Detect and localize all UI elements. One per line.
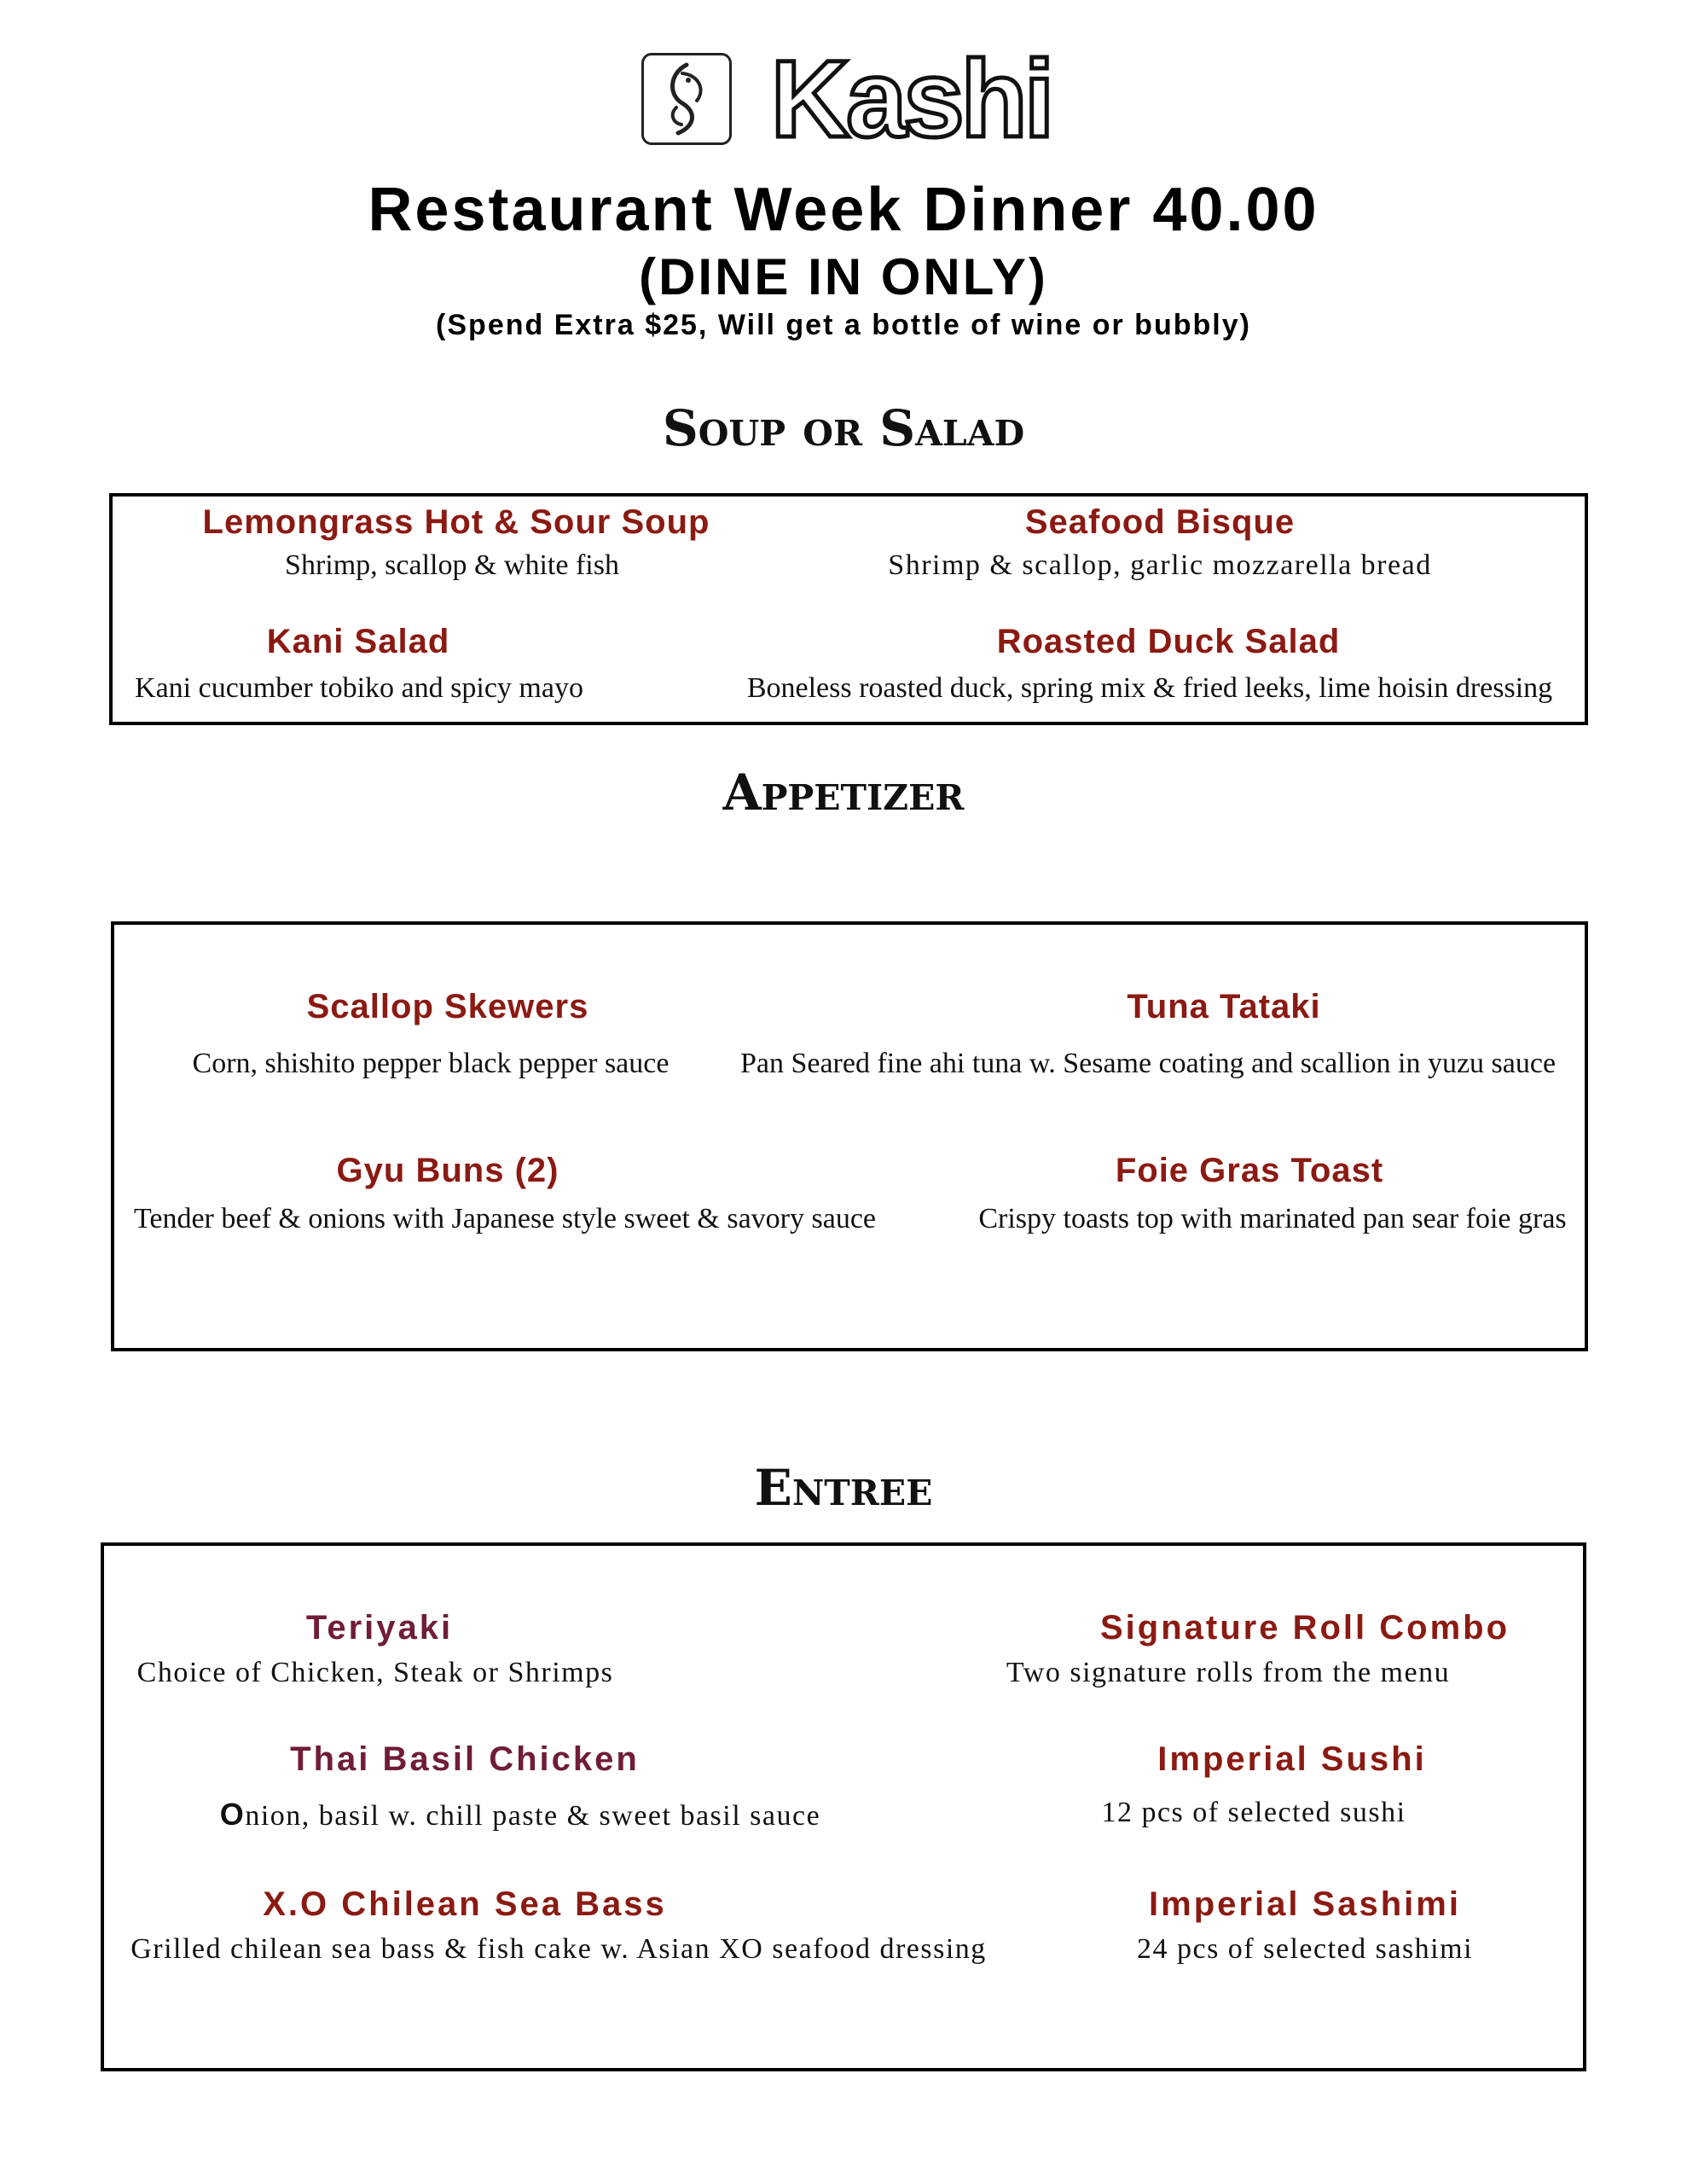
- menu-item-desc: Kani cucumber tobiko and spicy mayo: [135, 672, 583, 704]
- menu-item-name: Roasted Duck Salad: [996, 623, 1341, 660]
- menu-item-name: Imperial Sashimi: [1149, 1885, 1461, 1923]
- menu-item-name: Tuna Tataki: [1127, 988, 1321, 1025]
- menu-item-desc: Grilled chilean sea bass & fish cake w. Asian XO seafood dressing: [130, 1933, 987, 1965]
- menu-item-name: Kani Salad: [266, 623, 450, 660]
- menu-item-name: Lemongrass Hot & Sour Soup: [202, 503, 710, 541]
- menu-item-desc: Choice of Chicken, Steak or Shrimps: [136, 1657, 614, 1688]
- menu-item-name: Scallop Skewers: [306, 988, 589, 1025]
- logo-fish-icon: [641, 53, 732, 145]
- menu-item-name: Signature Roll Combo: [1100, 1609, 1510, 1647]
- logo-wordmark: [757, 44, 1064, 155]
- menu-item-desc: Shrimp, scallop & white fish: [285, 549, 619, 581]
- menu-note: (Spend Extra $25, Will get a bottle of wine or bubbly): [436, 309, 1251, 341]
- section-heading-appetizer: Appetizer: [722, 764, 965, 822]
- menu-item-name: Teriyaki: [305, 1609, 454, 1647]
- menu-item-desc: 24 pcs of selected sashimi: [1136, 1933, 1474, 1965]
- menu-subtitle: (DINE IN ONLY): [639, 248, 1048, 305]
- logo-text: Kashi: [770, 44, 1052, 155]
- menu-item-desc: Tender beef & onions with Japanese style sweet & savory sauce: [133, 1203, 877, 1234]
- menu-item-name: Thai Basil Chicken: [290, 1740, 640, 1778]
- desc-rest: nion, basil w. chill paste & sweet basil sauce: [245, 1800, 821, 1832]
- menu-title: Restaurant Week Dinner 40.00: [368, 176, 1319, 244]
- menu-item-desc: Shrimp & scallop, garlic mozzarella bread: [888, 549, 1432, 581]
- menu-item-desc: 12 pcs of selected sushi: [1101, 1797, 1406, 1828]
- menu-item-name: Imperial Sushi: [1157, 1740, 1427, 1778]
- fish-icon: [644, 55, 729, 142]
- menu-item-name: Foie Gras Toast: [1115, 1152, 1384, 1189]
- menu-item-desc: [171, 1797, 870, 1833]
- section-heading-soup-salad: Soup or Salad: [662, 399, 1025, 457]
- desc-initial: O: [219, 1797, 246, 1832]
- menu-item-desc: Corn, shishito pepper black pepper sauce: [192, 1048, 670, 1079]
- section-heading-entree: Entree: [754, 1459, 933, 1517]
- appetizer-box: [111, 921, 1588, 1351]
- menu-item-desc: Two signature rolls from the menu: [1006, 1657, 1451, 1688]
- menu-item-name: X.O Chilean Sea Bass: [263, 1885, 667, 1923]
- menu-item-desc: Pan Seared fine ahi tuna w. Sesame coating and scallion in yuzu sauce: [739, 1048, 1557, 1079]
- menu-item-desc: Boneless roasted duck, spring mix & fried leeks, lime hoisin dressing: [746, 672, 1553, 704]
- menu-item-name: Gyu Buns (2): [336, 1152, 559, 1189]
- menu-item-desc: Crispy toasts top with marinated pan sear foie gras: [978, 1203, 1567, 1234]
- menu-item-name: Seafood Bisque: [1024, 503, 1296, 541]
